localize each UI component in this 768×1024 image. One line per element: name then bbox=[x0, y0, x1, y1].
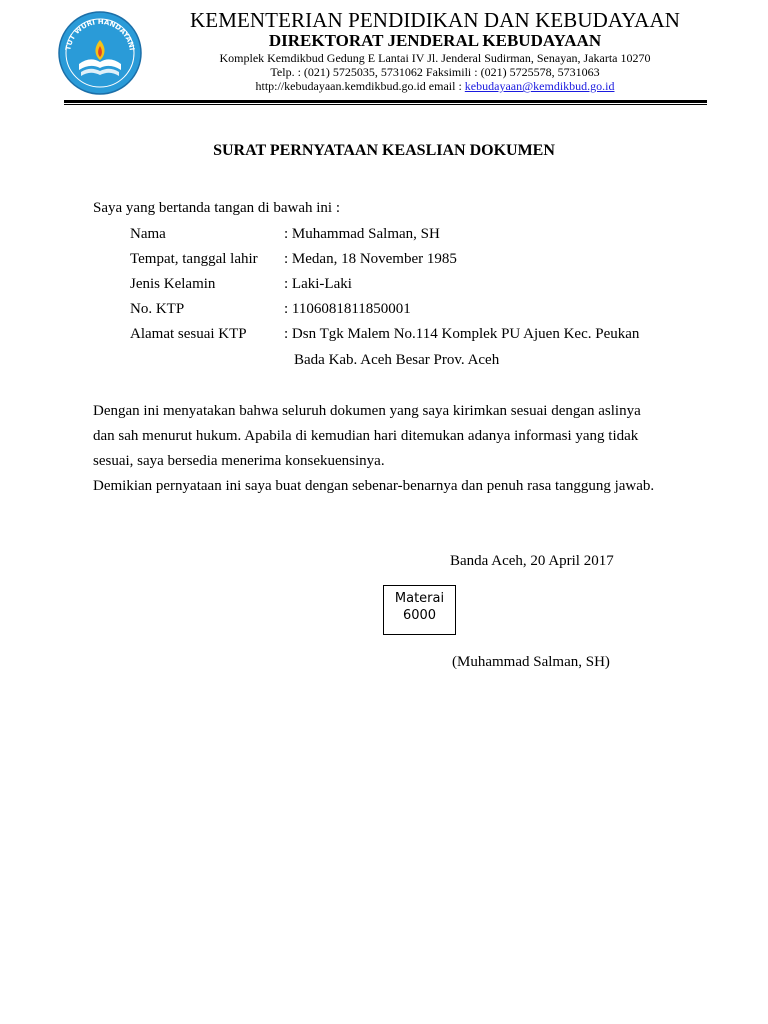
field-value-address-continuation: Bada Kab. Aceh Besar Prov. Aceh bbox=[294, 352, 500, 368]
field-label-nama: Nama bbox=[130, 226, 166, 242]
field-label-gender: Jenis Kelamin bbox=[130, 276, 216, 292]
letterhead-divider-thin bbox=[64, 104, 707, 105]
website-prefix: http://kebudayaan.kemdikbud.go.id email : bbox=[255, 79, 465, 93]
statement-line: Demikian pernyataan ini saya buat dengan sebenar-benarnya dan penuh rasa tanggung jawab. bbox=[93, 478, 655, 494]
stamp-value: 6000 bbox=[402, 608, 437, 623]
stamp-box bbox=[383, 585, 456, 635]
field-label-address: Alamat sesuai KTP bbox=[130, 326, 247, 342]
statement-line: sesuai, saya bersedia menerima konsekuensinya. bbox=[93, 453, 385, 469]
office-phone: Telp. : (021) 5725035, 5731062 Faksimili : (021) 5725578, 5731063 bbox=[270, 65, 600, 79]
document-title: SURAT PERNYATAAN KEASLIAN DOKUMEN bbox=[213, 142, 555, 159]
intro-text: Saya yang bertanda tangan di bawah ini : bbox=[93, 200, 341, 216]
place-date: Banda Aceh, 20 April 2017 bbox=[450, 553, 614, 569]
email-link[interactable]: kebudayaan@kemdikbud.go.id bbox=[464, 79, 615, 93]
field-label-ktp: No. KTP bbox=[130, 301, 185, 317]
logo-motto: TUT WURI HANDAYANI bbox=[64, 17, 136, 52]
field-value-gender: : Laki-Laki bbox=[284, 276, 352, 292]
statement-line: dan sah menurut hukum. Apabila di kemudian hari ditemukan adanya informasi yang tidak bbox=[93, 428, 639, 444]
signatory-name: (Muhammad Salman, SH) bbox=[452, 654, 610, 670]
office-address: Komplek Kemdikbud Gedung E Lantai IV Jl. Jenderal Sudirman, Senayan, Jakarta 10270 bbox=[219, 51, 651, 65]
directorate-name: DIREKTORAT JENDERAL KEBUDAYAAN bbox=[268, 31, 602, 50]
tut-wuri-handayani-logo bbox=[55, 10, 145, 96]
field-value-ktp: : 1106081811850001 bbox=[284, 301, 411, 317]
ministry-name: KEMENTERIAN PENDIDIKAN DAN KEBUDAYAAN bbox=[190, 8, 680, 32]
field-value-nama: : Muhammad Salman, SH bbox=[284, 226, 440, 242]
web-email-line bbox=[180, 79, 690, 94]
statement-line: Dengan ini menyatakan bahwa seluruh dokumen yang saya kirimkan sesuai dengan aslinya bbox=[93, 403, 641, 419]
letterhead-divider-thick bbox=[64, 100, 707, 103]
field-value-address: : Dsn Tgk Malem No.114 Komplek PU Ajuen Kec. Peukan bbox=[284, 326, 640, 342]
field-label-birth: Tempat, tanggal lahir bbox=[130, 251, 258, 267]
field-value-birth: : Medan, 18 November 1985 bbox=[284, 251, 457, 267]
stamp-label: Materai bbox=[394, 591, 445, 606]
